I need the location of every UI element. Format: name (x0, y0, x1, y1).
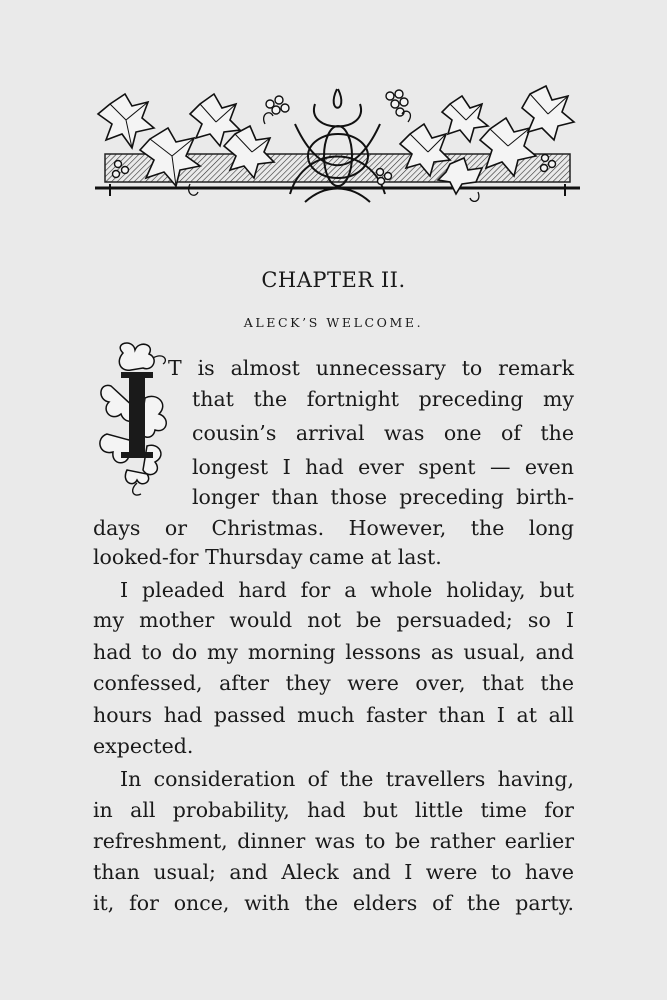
text-line: had to do my morning lessons as usual, and (93, 640, 574, 664)
text-line: hours had passed much faster than I at all (93, 703, 574, 727)
chapter-title: CHAPTER II. (261, 268, 406, 292)
text-line: T is almost unnecessary to remark (168, 356, 574, 380)
text-line: confessed, after they were over, that the (93, 671, 574, 695)
text-line: I pleaded hard for a whole holiday, but (120, 578, 574, 602)
text-line: refreshment, dinner was to be rather earlier (93, 829, 574, 853)
chapter-subtitle: ALECK’S WELCOME. (243, 315, 424, 330)
text-line: looked-for Thursday came at last. (93, 545, 442, 569)
text-line: days or Christmas. However, the long (93, 516, 574, 540)
text-line: longer than those preceding birth- (192, 485, 574, 509)
text-line: longest I had ever spent — even (192, 455, 574, 479)
text-line: In consideration of the travellers having, (120, 767, 574, 791)
text-line: my mother would not be persuaded; so I (93, 608, 574, 632)
text-line: in all probability, had but little time for (93, 798, 574, 822)
ivy-headpiece-ornament (90, 84, 585, 216)
text-line: cousin’s arrival was one of the (192, 421, 574, 445)
text-line: it, for once, with the elders of the party. (93, 891, 574, 915)
text-line: expected. (93, 734, 194, 758)
text-line: than usual; and Aleck and I were to have (93, 860, 574, 884)
text-line: that the fortnight preceding my (192, 387, 574, 411)
